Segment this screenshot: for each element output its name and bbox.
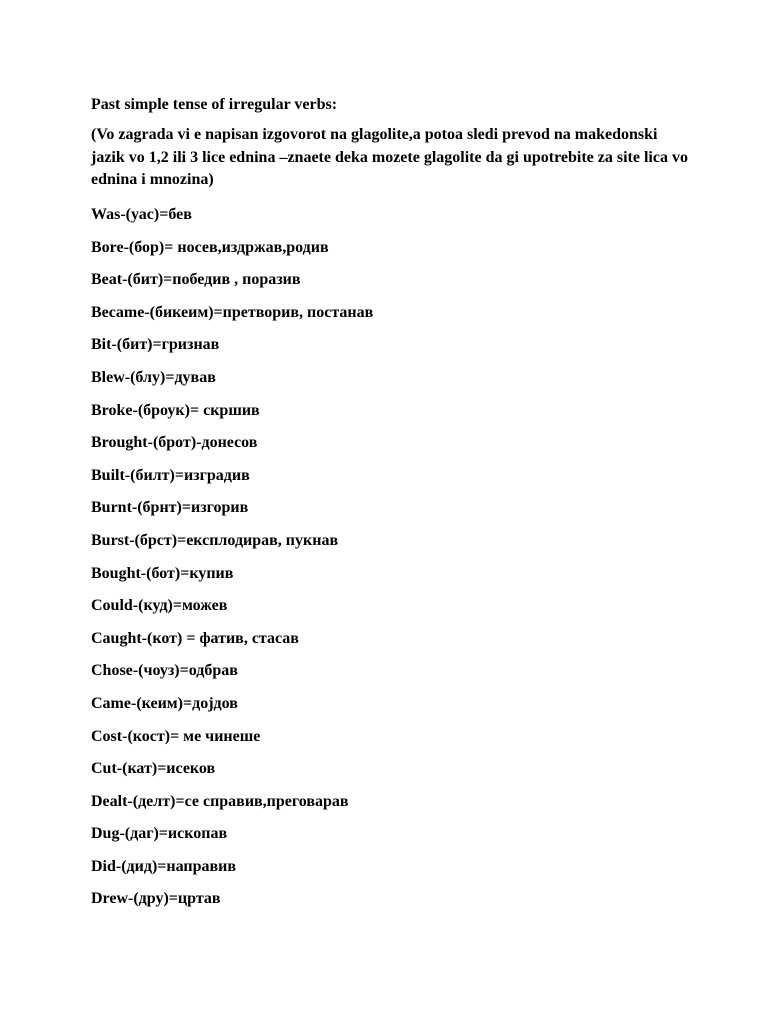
- document-page: [91, 94, 691, 908]
- verb-entry: Dug-(даг)=ископав: [91, 825, 228, 843]
- verb-entry: Burnt-(брнт)=изгорив: [91, 499, 249, 517]
- verb-entry: Cut-(кат)=исеков: [91, 760, 216, 778]
- verb-entry: Could-(куд)=можев: [91, 597, 228, 615]
- verb-entry: Brought-(брот)-донесов: [91, 434, 258, 452]
- verb-entry: Broke-(броук)= скршив: [91, 401, 260, 419]
- verb-entry: Bit-(бит)=гризнав: [91, 336, 220, 354]
- verb-entry: Bought-(бот)=купив: [91, 564, 234, 582]
- verb-entry: Chose-(чоуз)=одбрав: [91, 662, 238, 680]
- verb-entry: Did-(дид)=направив: [91, 857, 237, 875]
- document-title: Past simple tense of irregular verbs:: [91, 96, 338, 113]
- verb-entry: Dealt-(делт)=се справив,преговарав: [91, 792, 349, 810]
- verb-entry: Bore-(бор)= носев,издржав,родив: [91, 238, 329, 256]
- verb-entry: Drew-(дру)=цртав: [91, 890, 221, 908]
- verb-entry: Was-(уас)=бев: [91, 206, 192, 223]
- verb-entry: Built-(билт)=изградив: [91, 466, 250, 484]
- verb-entry: Became-(бикеим)=претворив, постанав: [91, 303, 374, 321]
- verb-entry: Caught-(кот) = фатив, стасав: [91, 629, 299, 647]
- verb-entry: Burst-(брст)=експлодирав, пукнав: [91, 531, 339, 549]
- verb-entry: Beat-(бит)=победив , поразив: [91, 271, 301, 289]
- verb-entry: Came-(кеим)=дојдов: [91, 694, 238, 712]
- verb-list: [91, 204, 373, 921]
- document-intro: (Vo zagrada vi e napisan izgovorot na glagolite,a potoa sledi prevod na makedonski jazik vo 1,2 ili 3 lice ednina –znaete deka mozete glagolite da gi upotrebite za site lica vo ednina i mnozina): [91, 126, 688, 188]
- verb-entry: Cost-(кост)= ме чинеше: [91, 727, 261, 745]
- verb-entry: Blew-(блу)=дував: [91, 368, 216, 386]
